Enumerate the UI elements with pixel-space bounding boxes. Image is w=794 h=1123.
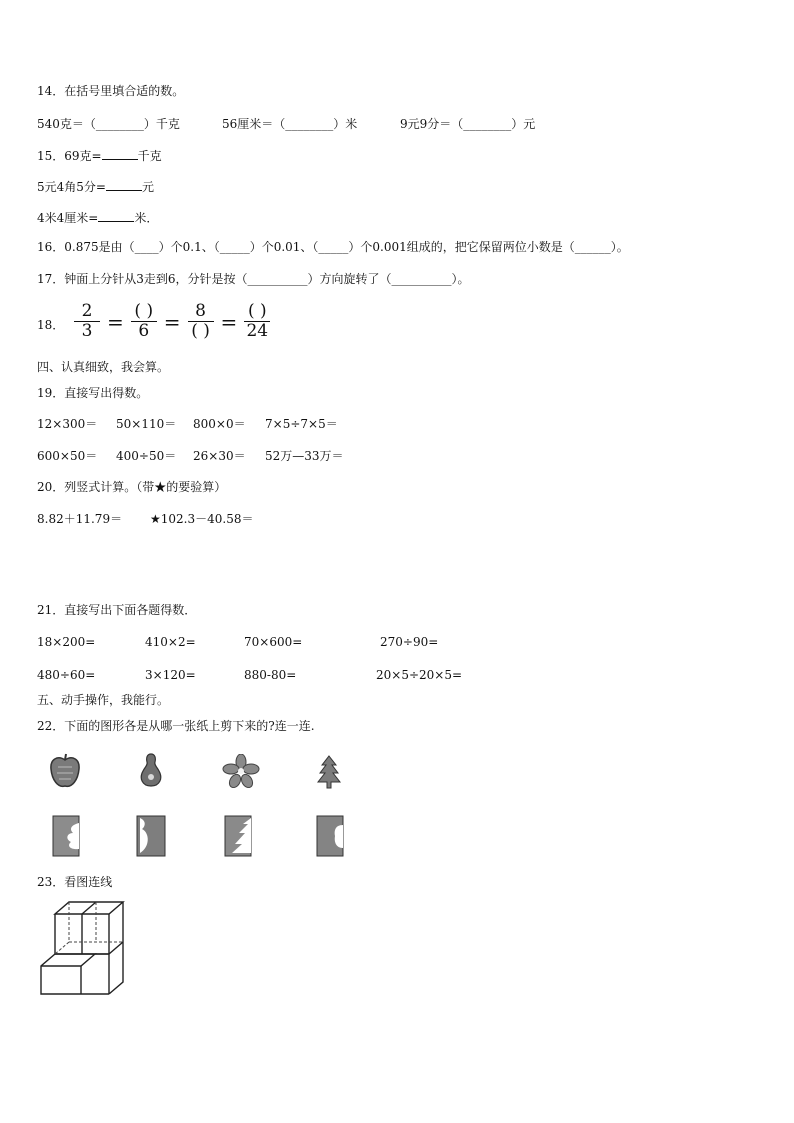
q15-line2-post: 元 (141, 180, 154, 194)
q23-title: 23．看图连线 (37, 875, 113, 889)
q14-item-b: 56厘米＝（________）米 (222, 117, 358, 131)
q19-r2-c1: 600×50＝ (37, 449, 98, 463)
q21-r2-c4: 20×5÷20×5= (376, 668, 463, 682)
answer-blank[interactable] (106, 178, 142, 191)
fraction-3-denominator[interactable]: ( ) (191, 321, 210, 341)
equals-sign: = (163, 309, 181, 334)
q21-r1-c4: 270÷90= (380, 635, 439, 649)
q19-r2-c2: 400÷50＝ (116, 449, 177, 463)
fraction-1-denominator: 3 (81, 321, 93, 341)
q16-text: 16．0.875是由（____）个0.1、（_____）个0.01、（_____）个0.001组成的，把它保留两位小数是（______）。 (37, 240, 629, 254)
q21-r1-c2: 410×2= (145, 635, 196, 649)
q14-title: 14．在括号里填合适的数。 (37, 84, 185, 98)
fraction-1-numerator: 2 (81, 301, 93, 321)
q20-item-b: ★102.3－40.58＝ (150, 512, 254, 526)
apple-shape-icon[interactable] (48, 753, 82, 789)
fraction-4-numerator[interactable]: ( ) (247, 301, 267, 321)
q15-line2 (37, 178, 154, 195)
fraction-2 (131, 302, 157, 341)
fraction-2-numerator[interactable]: ( ) (134, 301, 154, 321)
q17-text: 17．钟面上分针从3走到6，分针是按（__________）方向旋转了（__________）。 (37, 272, 470, 286)
q21-r2-c2: 3×120= (145, 668, 196, 682)
q19-r2-c3: 26×30＝ (193, 449, 246, 463)
q15-line3-pre: 4米4厘米= (37, 211, 99, 225)
fraction-4 (244, 302, 270, 341)
q19-r1-c4: 7×5÷7×5＝ (265, 417, 338, 431)
q19-title: 19．直接写出得数。 (37, 386, 149, 400)
q21-r1-c1: 18×200= (37, 635, 96, 649)
q15-line3-post: 米． (134, 211, 159, 225)
paper-tree-cutout-icon[interactable] (224, 815, 252, 857)
q19-r1-c1: 12×300＝ (37, 417, 98, 431)
paper-apple-cutout-icon[interactable] (316, 815, 344, 857)
q15-line1-pre: 15．69克= (37, 149, 102, 163)
fraction-3-numerator: 8 (195, 301, 206, 321)
q15-line3 (37, 209, 158, 226)
fraction-3 (188, 302, 214, 341)
answer-blank[interactable] (102, 147, 138, 160)
paper-gourd-cutout-icon[interactable] (136, 815, 166, 857)
q14-item-c: 9元9分＝（________）元 (400, 117, 536, 131)
q19-r2-c4: 52万—33万＝ (265, 449, 344, 463)
q21-r1-c3: 70×600= (244, 635, 303, 649)
section-4-heading: 四、认真细致，我会算。 (37, 360, 170, 374)
q15-line1 (37, 147, 162, 164)
q19-r1-c3: 800×0＝ (193, 417, 246, 431)
q21-r2-c1: 480÷60= (37, 668, 96, 682)
q15-line1-post: 千克 (137, 149, 162, 163)
paper-flower-cutout-icon[interactable] (52, 815, 80, 857)
q21-title: 21．直接写出下面各题得数． (37, 603, 197, 617)
q15-line2-pre: 5元4角5分= (37, 180, 106, 194)
q22-title: 22．下面的图形各是从哪一张纸上剪下来的?连一连. (37, 719, 315, 733)
q20-item-a: 8.82＋11.79＝ (37, 512, 123, 526)
fraction-2-denominator: 6 (138, 321, 150, 341)
fraction-1 (74, 302, 100, 341)
q18-number: 18． (37, 318, 65, 332)
q14-item-a: 540克＝（________）千克 (37, 117, 180, 131)
q19-r1-c2: 50×110＝ (116, 417, 177, 431)
fraction-4-denominator: 24 (246, 321, 269, 341)
tree-shape-icon[interactable] (316, 755, 342, 789)
equals-sign: = (107, 309, 124, 334)
q21-r2-c3: 880-80= (244, 668, 297, 682)
q20-title: 20．列竖式计算。（带★的要验算） (37, 480, 227, 494)
answer-blank[interactable] (98, 209, 134, 222)
section-5-heading: 五、动手操作，我能行。 (37, 693, 170, 707)
fraction-equation (70, 302, 274, 341)
flower-shape-icon[interactable] (222, 754, 260, 788)
equals-sign: = (220, 309, 238, 334)
cube-stack-figure (38, 898, 130, 998)
gourd-shape-icon[interactable] (138, 752, 164, 788)
